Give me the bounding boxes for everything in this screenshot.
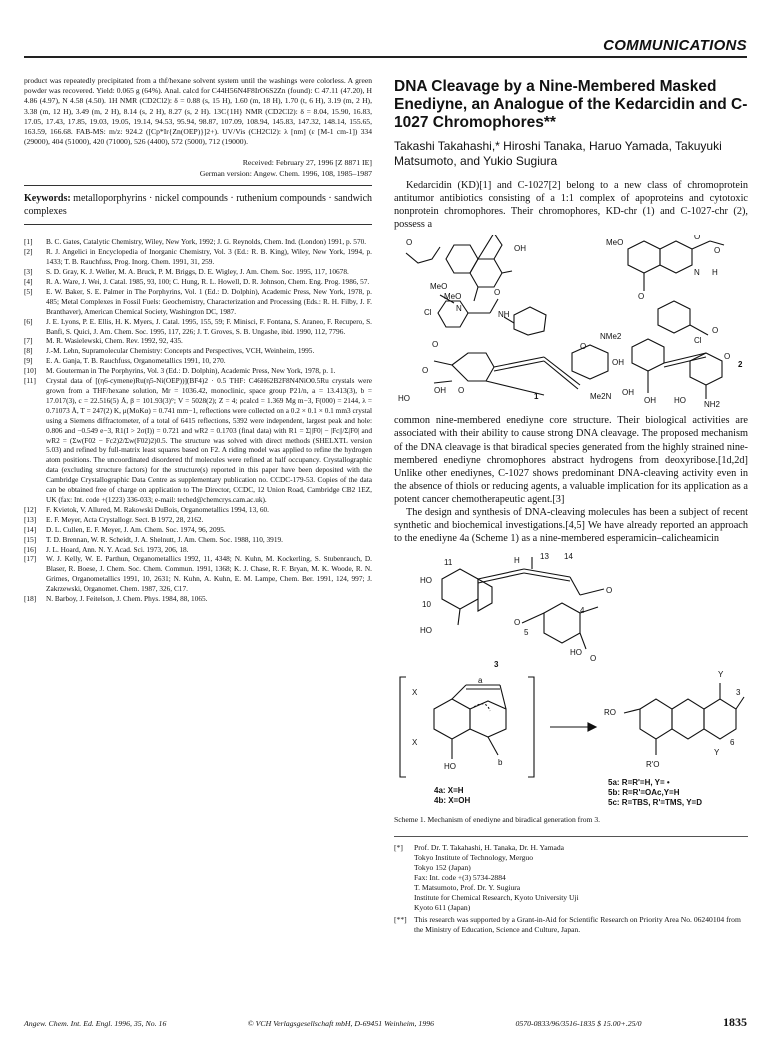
reference-text: W. J. Kelly, W. E. Parthun, Organometallics 1992, 11, 4348; N. Kuhn, M. Kockerling, S. Stubenrauch, D. Blaser, R. Boese, J. Chem. Soc. Chem. Commun. 1991, 1368; K. J. Chase, R. F. Bryan, M. K. Woode, R. N. Grimes, Organometallics 1991, 10, 2631; N. Kuhn, A. Kuhn, E. M. Lampe, Chem. Ber. 1991, 124, 997; J. Zakrzewski, Organomet. Chem. 1987, 326, C17. bbox=[46, 554, 372, 594]
reference-text: T. D. Brennan, W. R. Scheidt, J. A. Shelnutt, J. Am. Chem. Soc. 1988, 110, 3919. bbox=[46, 534, 283, 544]
reference-item bbox=[24, 594, 372, 604]
divider bbox=[24, 224, 372, 225]
reference-item bbox=[24, 525, 372, 535]
struct2-nh2: NH2 bbox=[704, 400, 721, 410]
struct1-o-top: O bbox=[406, 238, 413, 248]
struct1-meo: MeO bbox=[430, 282, 448, 292]
affiliation-line: Prof. Dr. T. Takahashi, H. Tanaka, Dr. H. Yamada bbox=[414, 843, 565, 853]
footnote-mark: [**] bbox=[394, 915, 407, 925]
c4-x2: X bbox=[412, 738, 418, 748]
c5-3: 3 bbox=[736, 688, 741, 698]
sugar-oh: OH bbox=[612, 358, 624, 368]
reference-item bbox=[24, 535, 372, 545]
c3-ho2: HO bbox=[420, 626, 432, 636]
reference-text: Crystal data of [(η6-cymene)Ru(η5-Ni(OEP))](BF4)2 · 0.5 THF: C46H62B2F8N4NiO0.5Ru crystals were grown from a THF/hexane solution, Mr = 1036.42, monoclinic, space group P21/n, a = 13.413(3), b = 17.017(3), c = 22.516(5) Å, β = 101.93(3)°; V = 5028(2); Z = 4; ρcalcd = 1.369 Mg m−3, F(000) = 2144, λ = 0.71073 Å, T = 247(2) K, μ(MoKα) = 0.741 mm−1, reflections were collected on a 0.2 × 0.1 × 0.1 mm3 crystal using a Siemens diffractometer, of a total of 6415 reflections, 5392 were independent, largest peak and hole: 0.806 and −0.549 e−3, R1(I > 2σ(I)) = 0.721 and wR2 = 0.1703 (final data) with R1 = Σ||F0| − |Fc||/Σ|F0| and wR2 = (Σw(F02 − Fc2)2/Σw(F02)2)0.5. The structure was solved with direct methods (SHELXTL version 5.03) and refined by full-matrix least squares based on F2. A riding model was applied to refine the hydrogen atom positions. The uncoordinated disordered thf molecules were refined at half occupancy. Crystallographic data (excluding structure factors) for the structure(s) reported in this paper have been deposited with the Cambridge Crystallographic Data Centre as supplementary publication no. CCDC-179-53. Copies of the data can be obtained free of charge on application to The Director, CCDC, 12 Union Road, Cambridge CB2 1EZ, UK (fax: Int. code +(1223) 336-033; e-mail: teched@chemcrys.cam.ac.uk). bbox=[46, 376, 372, 504]
c4b-legend: 4b: X=OH bbox=[434, 796, 471, 806]
body-paragraph-2: common nine-membered enediyne core structure. Their biological activities are associated with their ability to cause strong DNA cleavage. The proposed mechanism of the DNA cleavage is that biradical species generated from the highly strained nine-membered enediyne chromophores abstract hydrogens from deoxyribose.[1d,2d] Unlike other enediynes, C-1027 shows predominant DNA-cleaving activity even in the absence of thiols or reducing agents, a valuable implication for its application as a potent cancer chemotherapeutic agent.[3] bbox=[394, 415, 748, 505]
c4-b: b bbox=[498, 758, 503, 768]
left-column bbox=[24, 76, 372, 604]
sugar-o: O bbox=[580, 342, 587, 352]
reference-number: [18] bbox=[24, 594, 37, 604]
reference-number: [4] bbox=[24, 277, 33, 287]
reference-text: E. A. Ganja, T. B. Rauchfuss, Organometallics 1991, 10, 270. bbox=[46, 356, 226, 366]
struct2-meo: MeO bbox=[606, 238, 624, 248]
reference-item bbox=[24, 356, 372, 366]
right-column bbox=[394, 76, 748, 935]
c3-5: 5 bbox=[524, 628, 529, 638]
struct2-oh2: OH bbox=[644, 396, 656, 406]
reference-item bbox=[24, 346, 372, 356]
reference-text: R. A. Ware, J. Wei, J. Catal. 1985, 93, 100; C. Hung, R. L. Howell, D. R. Johnson, Chem. Eng. Prog. 1986, 57. bbox=[46, 277, 370, 287]
reference-text: R. J. Angelici in Encyclopedia of Inorganic Chemistry, Vol. 3 (Ed.: R. B. King), Wiley, New York, 1994, p. 1433; T. B. Rauchfuss, Prog. Inorg. Chem. 1991, 31, 259. bbox=[46, 247, 372, 267]
c5c-legend: 5c: R=TBS, R'=TMS, Y=D bbox=[608, 798, 703, 808]
struct1-meo2: MeO bbox=[444, 292, 462, 302]
keywords-text: metalloporphyrins · nickel compounds · ruthenium compounds · sandwich complexes bbox=[24, 193, 373, 218]
struct2-o8: O bbox=[724, 352, 731, 362]
c5-6: 6 bbox=[730, 738, 735, 748]
reference-text: S. D. Gray, K. J. Weller, M. A. Bruck, P. M. Briggs, D. E. Wigley, J. Am. Chem. Soc. 1995, 117, 10678. bbox=[46, 267, 349, 277]
footnote-mark: [*] bbox=[394, 843, 403, 853]
keywords-label: Keywords: bbox=[24, 193, 71, 205]
reference-item bbox=[24, 267, 372, 277]
reference-item bbox=[24, 554, 372, 594]
struct1-oh-bottom: OH bbox=[434, 386, 446, 396]
reference-number: [6] bbox=[24, 316, 33, 326]
author-list: Takashi Takahashi,* Hiroshi Tanaka, Haruo Yamada, Takuyuki Matsumoto, and Yukio Sugiura bbox=[394, 139, 722, 168]
chromophore-structures-figure bbox=[394, 235, 748, 410]
article-code: 0570-0833/96/3516-1835 $ 15.00+.25/0 bbox=[515, 1019, 642, 1028]
c3-o3: O bbox=[590, 654, 597, 664]
footnote-affiliation bbox=[394, 843, 748, 913]
c5-ro2: R'O bbox=[646, 760, 660, 770]
reference-item bbox=[24, 366, 372, 376]
c3-h: H bbox=[514, 556, 520, 566]
struct2-me2n: Me2N bbox=[590, 392, 612, 402]
reference-item bbox=[24, 287, 372, 317]
compound-label-1: 1 bbox=[534, 392, 539, 402]
divider bbox=[24, 185, 372, 186]
affiliation-line: Kyoto 611 (Japan) bbox=[414, 903, 471, 913]
reference-number: [12] bbox=[24, 504, 37, 514]
reference-text: E. W. Baker, S. E. Palmer in The Porphyrins, Vol. 1 (Ed.: D. Dolphin), Academic Press, New York, 1978, p. 485; Metal Complexes in Fossil Fuels: Geochemistry, Characterization and Processing (Eds.: R. H. Filby, J. F. Branthaver), American Chemical Society, Washington DC, 1987. bbox=[46, 286, 372, 316]
c5a-legend: 5a: R=R'=H, Y= • bbox=[608, 778, 670, 788]
c4-x1: X bbox=[412, 688, 418, 698]
reference-item bbox=[24, 376, 372, 505]
section-title: COMMUNICATIONS bbox=[603, 37, 747, 54]
struct1-o-bottom: O bbox=[458, 386, 465, 396]
c3-o2: O bbox=[514, 618, 521, 628]
reference-number: [16] bbox=[24, 544, 37, 554]
c5-y1: Y bbox=[718, 670, 724, 680]
reference-number: [14] bbox=[24, 524, 37, 534]
c3-10: 10 bbox=[422, 600, 431, 610]
footnotes bbox=[394, 836, 748, 935]
struct2-o6: O bbox=[638, 292, 645, 302]
struct2-h: H bbox=[712, 268, 718, 278]
struct1-nh: NH bbox=[498, 310, 510, 320]
publisher-line: © VCH Verlagsgesellschaft mbH, D-69451 Weinheim, 1996 bbox=[247, 1019, 435, 1028]
reference-number: [10] bbox=[24, 366, 37, 376]
funding-text: This research was supported by a Grant-in-Aid for Scientific Research on Priority Area No. 06240104 from the Ministry of Education, Science and Culture, Japan. bbox=[414, 915, 741, 935]
struct2-n: N bbox=[694, 268, 700, 278]
page-header bbox=[24, 38, 747, 58]
reference-item bbox=[24, 336, 372, 346]
struct1-o2: O bbox=[432, 340, 439, 350]
footnote-funding bbox=[394, 915, 748, 935]
struct2-o4: O bbox=[694, 235, 701, 242]
reference-text: E. F. Meyer, Acta Crystallogr. Sect. B 1972, 28, 2162. bbox=[46, 514, 204, 524]
reference-item bbox=[24, 317, 372, 337]
struct2-o5: O bbox=[714, 246, 721, 256]
affiliation-line: Institute for Chemical Research, Kyoto University Uji bbox=[414, 893, 579, 903]
c3-13: 13 bbox=[540, 552, 549, 562]
compound-label-3: 3 bbox=[494, 660, 499, 670]
page-number: 1835 bbox=[722, 1015, 747, 1029]
c3-14: 14 bbox=[564, 552, 573, 562]
struct1-oh: OH bbox=[514, 244, 526, 254]
c5b-legend: 5b: R=R'=OAc,Y=H bbox=[608, 788, 680, 798]
reference-number: [5] bbox=[24, 286, 33, 296]
body-paragraph-3: The design and synthesis of DNA-cleaving molecules has been a subject of recent synthetic and biochemical investigations.[4,5] We have already reported an approach to the enediyne 4a (Scheme 1) as a nine-membered esperamicin–calicheamicin bbox=[394, 507, 748, 545]
reference-number: [15] bbox=[24, 534, 37, 544]
reference-item bbox=[24, 545, 372, 555]
reference-list bbox=[24, 237, 372, 604]
struct1-n: N bbox=[456, 304, 462, 314]
intro-paragraph: Kedarcidin (KD)[1] and C-1027[2] belong to a new class of chromoprotein antitumor antibiotics consisting of a 1:1 complex of apoproteins and cytotoxic nonprotein chromophores. Their chromophores, KD-chr (1) and C-1027-chr (2), possess a bbox=[394, 180, 748, 231]
article-title: DNA Cleavage by a Nine-Membered Masked Enediyne, an Analogue of the Kedarcidin and C-1027 Chromophores** bbox=[394, 78, 748, 131]
received-block bbox=[24, 157, 372, 179]
sugar-nme2: NMe2 bbox=[600, 332, 622, 342]
struct2-cl: Cl bbox=[694, 336, 702, 346]
reference-number: [3] bbox=[24, 267, 33, 277]
c3-o1: O bbox=[606, 586, 613, 596]
c4-a: a bbox=[478, 676, 483, 686]
c4a-legend: 4a: X=H bbox=[434, 786, 464, 796]
received-date: Received: February 27, 1996 [Z 8871 IE] bbox=[242, 158, 372, 168]
reference-item bbox=[24, 237, 372, 247]
reference-number: [17] bbox=[24, 554, 37, 564]
affiliation-line: Tokyo Institute of Technology, Merguo bbox=[414, 853, 534, 863]
struct1-o3: O bbox=[422, 366, 429, 376]
c5-y2: Y bbox=[714, 748, 720, 758]
reference-text: J. L. Hoard, Ann. N. Y. Acad. Sci. 1973, 206, 18. bbox=[46, 544, 189, 554]
journal-citation: Angew. Chem. Int. Ed. Engl. 1996, 35, No. 16 bbox=[24, 1019, 167, 1028]
affiliation-line: Tokyo 152 (Japan) bbox=[414, 863, 471, 873]
reference-item bbox=[24, 505, 372, 515]
reference-number: [2] bbox=[24, 247, 33, 257]
struct1-o1: O bbox=[494, 288, 501, 298]
affiliation-line: T. Matsumoto, Prof. Dr. Y. Sugiura bbox=[414, 883, 521, 893]
reference-text: J.-M. Lehn, Supramolecular Chemistry: Concepts and Perspectives, VCH, Weinheim, 1995. bbox=[46, 346, 315, 356]
compound-label-2: 2 bbox=[738, 360, 743, 370]
reference-text: M. R. Wasielewski, Chem. Rev. 1992, 92, 435. bbox=[46, 336, 183, 346]
reference-number: [9] bbox=[24, 356, 33, 366]
scheme-caption: Scheme 1. Mechanism of enediyne and biradical generation from 3. bbox=[394, 815, 601, 825]
reference-item bbox=[24, 277, 372, 287]
reference-text: B. C. Gates, Catalytic Chemistry, Wiley, New York, 1992; J. G. Reynolds, Chem. Ind. (London) 1991, p. 570. bbox=[46, 237, 367, 247]
c3-4: 4 bbox=[580, 606, 585, 616]
reference-number: [8] bbox=[24, 346, 33, 356]
keywords-block bbox=[24, 192, 372, 218]
scheme-1-figure bbox=[394, 549, 748, 811]
struct2-o7: O bbox=[712, 326, 719, 336]
reference-item bbox=[24, 247, 372, 267]
reference-text: D. L. Cullen, E. F. Meyer, J. Am. Chem. Soc. 1974, 96, 2095. bbox=[46, 524, 226, 534]
reference-text: F. Kvietok, V. Allured, M. Rakowski DuBois, Organometallics 1994, 13, 60. bbox=[46, 504, 269, 514]
reference-number: [7] bbox=[24, 336, 33, 346]
c3-ho: HO bbox=[420, 576, 432, 586]
c4-ho: HO bbox=[444, 762, 456, 772]
reference-number: [1] bbox=[24, 237, 33, 247]
c3-ho3: HO bbox=[570, 648, 582, 658]
c3-11: 11 bbox=[444, 558, 453, 568]
reference-number: [11] bbox=[24, 376, 36, 386]
reference-item bbox=[24, 515, 372, 525]
struct2-oh: OH bbox=[622, 388, 634, 398]
reference-text: M. Gouterman in The Porphyrins, Vol. 3 (Ed.: D. Dolphin), Academic Press, New York, 1978, p. 1. bbox=[46, 366, 336, 376]
german-version: German version: Angew. Chem. 1996, 108, 1985–1987 bbox=[199, 169, 372, 179]
struct1-cl: Cl bbox=[424, 308, 432, 318]
experimental-paragraph: product was repeatedly precipitated from a thf/hexane solvent system until the washings were colorless. A green powder was recovered. Yield: 0.065 g (64%). Anal. calcd for C44H56N4F8IrO6S2Zn (found): C 47.11 (47.20), H 4.86 (4.97), N 4.58 (4.50). 1H NMR (CD2Cl2): δ = 0.88 (s, 15 H), 1.60 (m, 18 H), 1.70 (t, 6 H), 3.19 (m, 2 H), 3.38 (m, 12 H), 3.49 (m, 2 H), 8.14 (s, 2 H), 8.27 (s, 2 H). 13C{1H} NMR (CD2Cl2): δ = 8.04, 15.90, 16.83, 17.05, 17.43, 17.85, 19.03, 19.05, 19.14, 94.53, 95.94, 98.87, 107.09, 108.94, 145.83, 147.32, 148.14, 155.65, 163.59, 166.68. FAB-MS: m/z: 924.2 ([Cp*Ir{Zn(OEP)}]2+). UV/Vis (CH2Cl2): λ [nm] (ε [M-1 cm-1]) 334 (29000), 404 (51000), 420 (71000), 526 (4400), 572 (5000), 712 (19000). bbox=[24, 76, 372, 147]
struct2-ho: HO bbox=[674, 396, 686, 406]
reference-text: N. Barboy, J. Feitelson, J. Chem. Phys. 1984, 88, 1065. bbox=[46, 594, 208, 604]
reference-number: [13] bbox=[24, 514, 37, 524]
affiliation-lines bbox=[414, 843, 748, 913]
affiliation-line: Fax: Int. code +(3) 5734-2884 bbox=[414, 873, 506, 883]
page-footer bbox=[24, 1015, 747, 1030]
struct1-ho: HO bbox=[398, 394, 410, 404]
c5-ro1: RO bbox=[604, 708, 616, 718]
reference-text: J. E. Lyons, P. E. Ellis, H. K. Myers, J. Catal. 1995, 155, 59; F. Minisci, F. Fontana, S. Araneo, F. Recupero, S. Banfi, S. Quici, J. Am. Chem. Soc. 1995, 117, 226; J. T. Groves, S. B. Ungashe, ibid. 1990, 112, 7796. bbox=[46, 316, 372, 336]
